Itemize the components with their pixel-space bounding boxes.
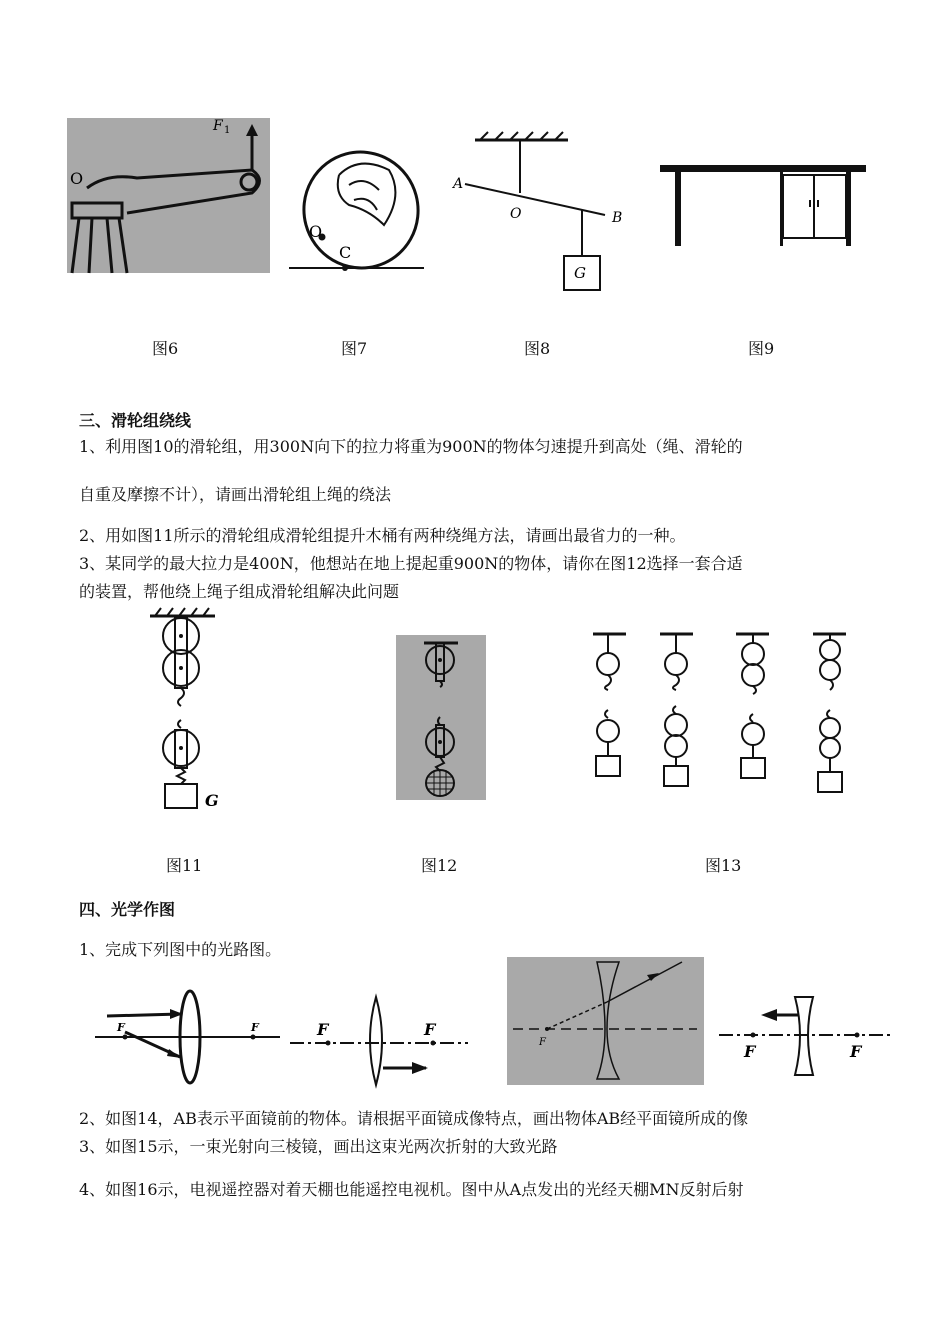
fig8-g-label: G bbox=[574, 264, 586, 282]
section-4-question-4: 4、如图16示，电视遥控器对着天棚也能遥控电视机。图中从A点发出的光经天棚MN反射后射 bbox=[79, 1180, 744, 1199]
figure-8-lever-diagram bbox=[450, 132, 630, 297]
section-3-question-2: 2、用如图11所示的滑轮组成滑轮组提升木桶有两种绕绳方法，请画出最省力的一种。 bbox=[79, 526, 686, 545]
fig6-force-subscript: 1 bbox=[224, 125, 231, 136]
lens1-f-left: F bbox=[117, 1021, 125, 1034]
fig7-caption: 图7 bbox=[341, 339, 368, 358]
fig8-o-label: O bbox=[510, 206, 522, 222]
lens-diagram-concave-2 bbox=[717, 995, 895, 1080]
figure-11-pulley-diagram bbox=[145, 608, 230, 813]
fig6-caption: 图6 bbox=[152, 339, 179, 358]
section-4-heading: 四、光学作图 bbox=[79, 900, 176, 919]
fig8-a-label: A bbox=[453, 176, 464, 192]
lens-diagram-concave-1 bbox=[507, 957, 704, 1085]
fig7-o-label: O bbox=[309, 222, 323, 241]
fig9-caption: 图9 bbox=[748, 339, 775, 358]
fig6-force-label: F bbox=[213, 118, 223, 134]
section-3-question-3-line-1: 3、某同学的最大拉力是400N，他想站在地上提起重900N的物体，请你在图12选择一套合适 bbox=[79, 554, 743, 573]
fig11-g-label: G bbox=[205, 791, 219, 810]
section-3-question-1-line-1: 1、利用图10的滑轮组，用300N向下的拉力将重为900N的物体匀速提升到高处（绳、滑轮的 bbox=[79, 437, 743, 456]
lens4-f-right: F bbox=[850, 1042, 862, 1061]
lens2-f-left: F bbox=[317, 1020, 329, 1039]
fig8-caption: 图8 bbox=[524, 339, 551, 358]
section-3-question-1-line-2: 自重及摩擦不计），请画出滑轮组上绳的绕法 bbox=[79, 485, 392, 504]
figure-12-pulley-diagram bbox=[396, 635, 486, 800]
figure-9-table-diagram bbox=[660, 165, 868, 247]
section-4-question-3: 3、如图15示，一束光射向三棱镜，画出这束光两次折射的大致光路 bbox=[79, 1137, 558, 1156]
section-4-question-2: 2、如图14，AB表示平面镜前的物体。请根据平面镜成像特点，画出物体AB经平面镜所成的像 bbox=[79, 1109, 749, 1128]
figure-6-lever-diagram bbox=[67, 118, 270, 273]
figure-7-egg-diagram bbox=[289, 155, 429, 273]
fig6-pivot-label: O bbox=[70, 169, 84, 188]
lens3-f-label: F bbox=[539, 1037, 546, 1048]
fig13-caption: 图13 bbox=[705, 856, 742, 875]
lens1-f-right: F bbox=[251, 1021, 259, 1034]
section-4-question-1: 1、完成下列图中的光路图。 bbox=[79, 940, 282, 959]
lens-diagram-convex-2 bbox=[288, 995, 473, 1087]
lens2-f-right: F bbox=[424, 1020, 436, 1039]
lens4-f-left: F bbox=[744, 1042, 756, 1061]
fig7-c-label: C bbox=[339, 243, 352, 262]
section-3-question-3-line-2: 的装置，帮他绕上绳子组成滑轮组解决此问题 bbox=[79, 582, 400, 601]
section-3-heading: 三、滑轮组绕线 bbox=[79, 411, 192, 430]
fig11-caption: 图11 bbox=[166, 856, 203, 875]
fig12-caption: 图12 bbox=[421, 856, 458, 875]
lens-diagram-convex-1 bbox=[95, 990, 285, 1085]
figure-13-pulley-sets bbox=[588, 628, 858, 798]
fig8-b-label: B bbox=[612, 210, 623, 226]
